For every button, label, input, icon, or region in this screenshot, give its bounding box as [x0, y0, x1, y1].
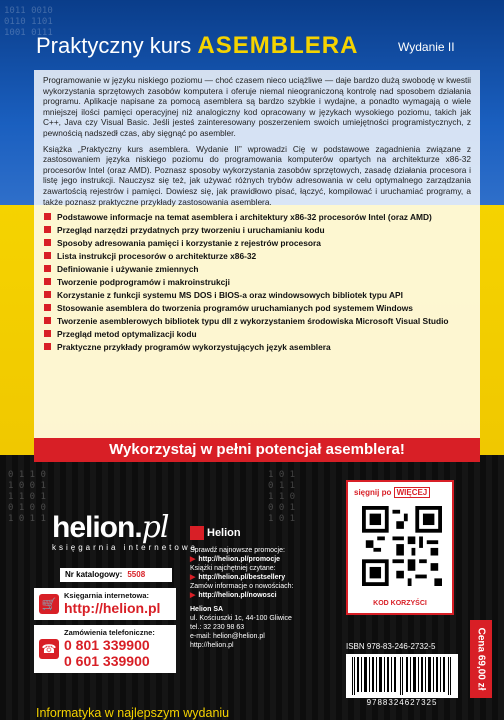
qr-header-boxed: WIĘCEJ	[394, 487, 431, 498]
publisher-address: ul. Kościuszki 1c, 44-100 Gliwice	[190, 615, 292, 622]
catalog-value: 5508	[127, 570, 146, 579]
feature-item: Definiowanie i używanie zmiennych	[43, 264, 471, 274]
bestsellers-label: Książki najchętniej czytane:	[190, 565, 276, 572]
shop-url[interactable]: http://helion.pl	[64, 600, 161, 616]
bestsellers-link[interactable]: ▶ http://helion.pl/bestsellery	[190, 573, 332, 582]
title-accent: ASEMBLERA	[197, 32, 359, 59]
qr-code-label: KOD KORZYŚCI	[373, 600, 427, 607]
barcode	[346, 654, 458, 698]
online-shop-box	[34, 588, 176, 620]
phone-order-box	[34, 625, 176, 673]
publisher-company: Helion SA	[190, 606, 224, 613]
qr-header	[354, 488, 430, 497]
phone-number[interactable]: 0 601 339900	[64, 653, 150, 669]
feature-item: Przegląd metod optymalizacji kodu	[43, 329, 471, 339]
phone-number[interactable]: 0 801 339900	[64, 637, 150, 653]
feature-item: Lista instrukcji procesorów o architekturze x86-32	[43, 251, 471, 261]
feature-item: Sposoby adresowania pamięci i korzystanie z rejestrów procesora	[43, 238, 471, 248]
feature-item: Praktyczne przykłady programów wykorzystujących język asemblera	[43, 342, 471, 352]
binary-decoration: 0 1 1 0 1 0 0 1 1 1 0 1 0 1 0 0 1 0 1 1	[8, 470, 46, 524]
feature-item: Przegląd narzędzi przydatnych przy tworzeniu i uruchamianiu kodu	[43, 225, 471, 235]
logo-name: helion.	[52, 511, 142, 544]
barcode-number: 9788324627325	[366, 698, 438, 707]
feature-item: Korzystanie z funkcji systemu MS DOS i BIOS-a oraz windowsowych bibliotek typu API	[43, 290, 471, 300]
description-paragraph: Programowanie w języku niskiego poziomu — choć czasem nieco uciążliwe — daje bardzo dużą swobodę w kwestii wykorzystania sprzętowych zasobów komputera i oferuje niemal nieograniczoną kontrolę nad sposobem działania programu. Aplikacje napisane za pomocą asemblera są bardzo szybkie i wydajne, a ponadto wymagają o wiele mniejszej ilości pamięci operacyjnej niż analogiczny kod opracowany w językach wysokiego poziomu, takich jak C++, Java czy Visual Basic. Jeśli jesteś zainteresowany poszerzeniem swoich umiejętności programistycznych, z pewnością nadszedł czas, aby sięgnąć po asembler.	[43, 75, 471, 138]
feature-list	[43, 212, 471, 352]
price-text: Cena 69,00 zł	[475, 627, 487, 691]
shop-label: Księgarnia internetowa:	[64, 591, 150, 600]
helion-logo	[52, 510, 198, 552]
promo-link[interactable]: ▶ http://helion.pl/promocje	[190, 555, 332, 564]
helion-mark-icon	[190, 526, 204, 540]
news-label: Zamów informacje o nowościach:	[190, 583, 294, 590]
qr-code[interactable]	[362, 506, 442, 586]
isbn: ISBN 978-83-246-2732-5	[346, 642, 436, 651]
feature-item: Podstawowe informacje na temat asemblera i architektury x86-32 procesorów Intel (oraz AMD)	[43, 212, 471, 222]
news-link[interactable]: ▶ http://helion.pl/nowosci	[190, 591, 332, 600]
publisher-brand: Helion	[207, 526, 241, 539]
logo-tagline: księgarnia internetowa	[52, 543, 199, 552]
price-tag	[470, 620, 492, 698]
book-title	[36, 32, 358, 60]
edition-label: Wydanie II	[398, 40, 455, 54]
cart-icon: 🛒	[39, 594, 59, 614]
phone-label: Zamówienia telefoniczne:	[64, 628, 155, 637]
catalog-label: Nr katalogowy:	[65, 570, 123, 579]
phone-icon: ☎	[39, 639, 59, 659]
qr-card	[346, 480, 454, 615]
promo-label: Sprawdź najnowsze promocje:	[190, 547, 285, 554]
publisher-email: e-mail: helion@helion.pl	[190, 633, 265, 640]
feature-item: Tworzenie asemblerowych bibliotek typu dll z wykorzystaniem środowiska Microsoft Visual Studio	[43, 316, 471, 326]
title-prefix: Praktyczny kurs	[36, 33, 192, 58]
feature-item: Stosowanie asemblera do tworzenia programów uruchamianych pod systemem Windows	[43, 303, 471, 313]
binary-decoration: 1011 0010 0110 1101 1001 0111	[4, 6, 53, 38]
logo-name-italic: pl	[141, 510, 169, 545]
footer-slogan: Informatyka w najlepszym wydaniu	[36, 706, 230, 720]
qr-header-prefix: sięgnij po	[354, 488, 392, 497]
feature-item: Tworzenie podprogramów i makroinstrukcji	[43, 277, 471, 287]
binary-decoration: 1 0 1 0 1 1 1 1 0 0 0 1 1 0 1	[268, 470, 296, 524]
description-panel	[34, 70, 480, 438]
publisher-web: http://helion.pl	[190, 642, 234, 649]
publisher-info	[190, 526, 332, 714]
cta-banner: Wykorzystaj w pełni potencjał asemblera!	[34, 438, 480, 462]
description-paragraph: Książka „Praktyczny kurs asemblera. Wydanie II” wprowadzi Cię w podstawowe zagadnienia związane z zastosowaniem języka niskiego poziomu do programowania komputerów opartych na architekturze x86-32 procesorów Intel (oraz AMD). Poznasz sposoby wykorzystania zasobów sprzętowych, zasadę działania procesora i listę jego instrukcji. Nauczysz się też, jak używać różnych trybów adresowania w celu optymalnego zarządzania zawartością rejestrów i pamięci. Dowiesz się, jak prawidłowo pisać, łączyć, kompilować i uruchamiać programy, a także poznasz praktyczne przykłady zastosowania asemblera.	[43, 143, 471, 207]
publisher-tel: tel.: 32 230 98 63	[190, 624, 245, 631]
catalog-number-box	[60, 568, 172, 582]
